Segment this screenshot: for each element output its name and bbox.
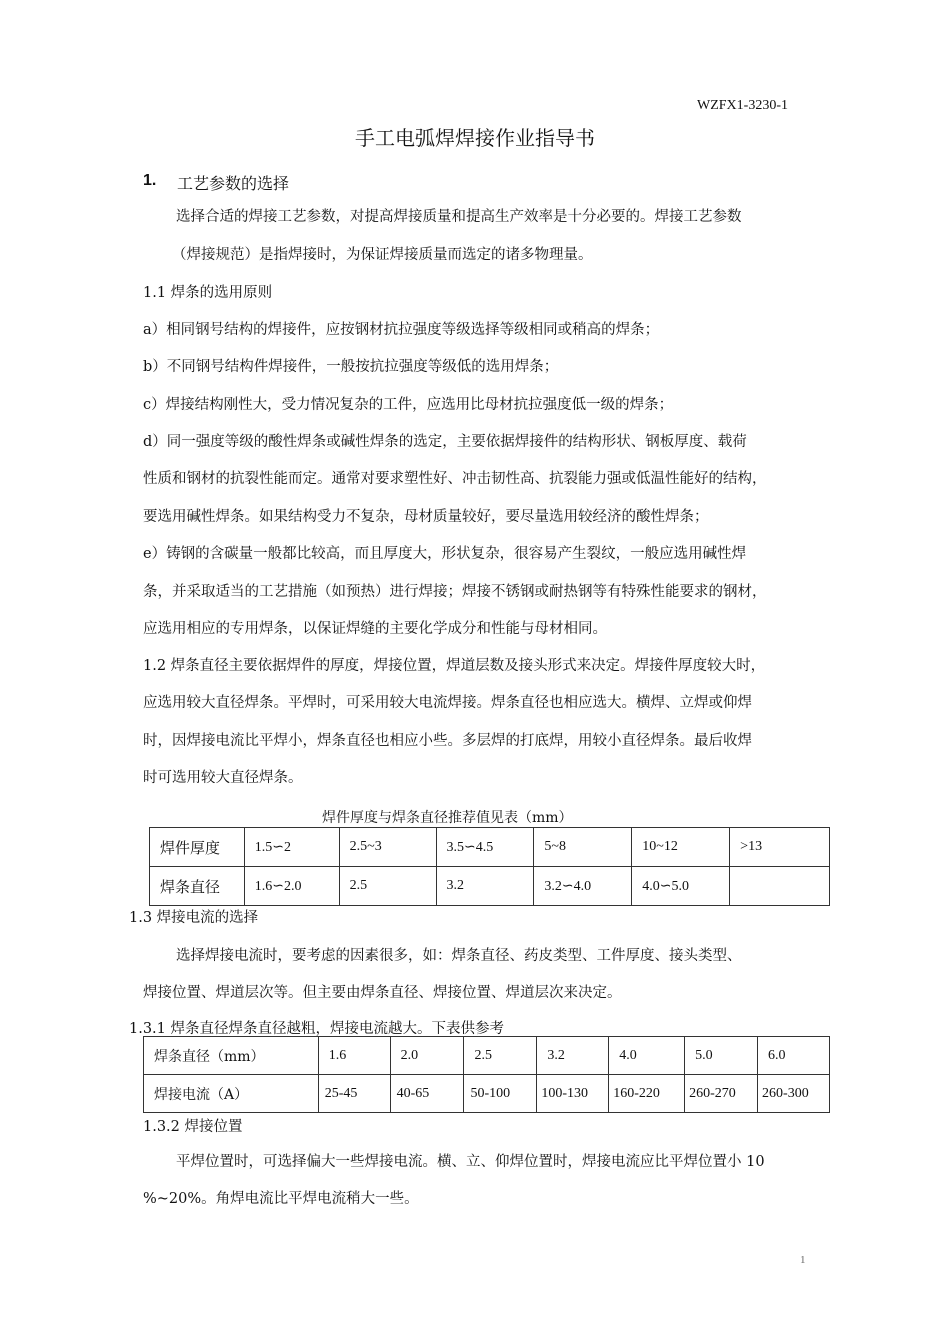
table-cell: 2.5 [339, 867, 436, 906]
table-cell: 1.5∽2 [244, 828, 339, 867]
subsection-heading: 1.3.2 焊接位置 [143, 1119, 243, 1135]
table-cell: 焊条直径 [150, 867, 245, 906]
table-cell: 2.5~3 [339, 828, 436, 867]
table-cell: 160-220 [609, 1075, 685, 1113]
paragraph-1-3-line: 焊接位置、焊道层次等。但主要由焊条直径、焊接位置、焊道层次来决定。 [143, 985, 622, 1001]
subsection-heading: 1.3 焊接电流的选择 [129, 910, 259, 926]
subsection-heading: 1.1 焊条的选用原则 [143, 285, 273, 301]
table-cell: 1.6∽2.0 [244, 867, 339, 906]
table-row [150, 828, 830, 867]
list-item-d-line: 要选用碱性焊条。如果结构受力不复杂，母材质量较好，要尽量选用较经济的酸性焊条； [143, 509, 709, 525]
electrode-diameter-table [149, 827, 830, 906]
table-cell: 1.6 [318, 1037, 390, 1075]
paragraph-1-3-2-line: %~20%。角焊电流比平焊电流稍大一些。 [143, 1191, 419, 1207]
table-cell: 焊条直径（mm） [144, 1037, 319, 1075]
table-cell: 焊接电流（A） [144, 1075, 319, 1113]
table-cell: 2.0 [390, 1037, 464, 1075]
table-cell: 100-130 [537, 1075, 609, 1113]
table-cell: 2.5 [464, 1037, 537, 1075]
paragraph-1-2-line: 1.2 焊条直径主要依据焊件的厚度，焊接位置，焊道层数及接头形式来决定。焊接件厚度较大时， [143, 658, 766, 674]
table-cell: >13 [730, 828, 830, 867]
table-caption: 焊件厚度与焊条直径推荐值见表（mm） [322, 810, 573, 826]
table-row [150, 867, 830, 906]
table-cell: 5.0 [685, 1037, 758, 1075]
subsection-heading: 1.3.1 焊条直径焊条直径越粗，焊接电流越大。下表供参考 [129, 1021, 505, 1037]
section-title: 工艺参数的选择 [177, 174, 290, 193]
table-cell: 6.0 [758, 1037, 830, 1075]
list-item-e-line: 条，并采取适当的工艺措施（如预热）进行焊接；焊接不锈钢或耐热钢等有特殊性能要求的钢材， [143, 584, 767, 600]
table-cell: 3.2 [537, 1037, 609, 1075]
table-cell: 3.2∽4.0 [534, 867, 632, 906]
list-item-a: a）相同钢号结构的焊接件，应按钢材抗拉强度等级选择等级相同或稍高的焊条； [143, 322, 660, 338]
table-cell [730, 867, 830, 906]
paragraph-1-2-line: 时可选用较大直径焊条。 [143, 770, 303, 786]
table-cell: 4.0 [609, 1037, 685, 1075]
list-item-e-line: 应选用相应的专用焊条，以保证焊缝的主要化学成分和性能与母材相同。 [143, 621, 607, 637]
intro-paragraph-line: 选择合适的焊接工艺参数，对提高焊接质量和提高生产效率是十分必要的。焊接工艺参数 [176, 209, 742, 225]
table-cell: 40-65 [390, 1075, 464, 1113]
page-number: 1 [800, 1254, 806, 1266]
table-cell: 4.0∽5.0 [632, 867, 730, 906]
welding-current-table [143, 1036, 830, 1113]
table-cell: 5~8 [534, 828, 632, 867]
table-cell: 25-45 [318, 1075, 390, 1113]
paragraph-1-2-line: 应选用较大直径焊条。平焊时，可采用较大电流焊接。焊条直径也相应选大。横焊、立焊或仰焊 [143, 695, 752, 711]
table-cell: 3.2 [436, 867, 534, 906]
document-title: 手工电弧焊焊接作业指导书 [355, 126, 595, 150]
list-item-e-line: e）铸钢的含碳量一般都比较高，而且厚度大，形状复杂，很容易产生裂纹，一般应选用碱性焊 [143, 546, 747, 562]
document-code: WZFX1-3230-1 [697, 98, 788, 113]
paragraph-1-2-line: 时，因焊接电流比平焊小，焊条直径也相应小些。多层焊的打底焊，用较小直径焊条。最后收焊 [143, 733, 752, 749]
intro-paragraph-line: （焊接规范）是指焊接时，为保证焊接质量而选定的诸多物理量。 [172, 247, 593, 263]
list-item-c: c）焊接结构刚性大，受力情况复杂的工件，应选用比母材抗拉强度低一级的焊条； [143, 397, 674, 413]
list-item-d-line: 性质和钢材的抗裂性能而定。通常对要求塑性好、冲击韧性高、抗裂能力强或低温性能好的结构， [143, 471, 767, 487]
table-row [144, 1075, 830, 1113]
section-number: 1. [143, 172, 157, 189]
list-item-d-line: d）同一强度等级的酸性焊条或碱性焊条的选定，主要依据焊接件的结构形状、钢板厚度、载荷 [143, 434, 747, 450]
table-cell: 焊件厚度 [150, 828, 245, 867]
list-item-b: b）不同钢号结构件焊接件，一般按抗拉强度等级低的选用焊条； [143, 359, 559, 375]
table-cell: 10~12 [632, 828, 730, 867]
table-row [144, 1037, 830, 1075]
table-cell: 260-300 [758, 1075, 830, 1113]
table-cell: 3.5∽4.5 [436, 828, 534, 867]
table-cell: 260-270 [685, 1075, 758, 1113]
paragraph-1-3-2-line: 平焊位置时，可选择偏大一些焊接电流。横、立、仰焊位置时，焊接电流应比平焊位置小 10 [176, 1154, 765, 1170]
table-cell: 50-100 [464, 1075, 537, 1113]
paragraph-1-3-line: 选择焊接电流时，要考虑的因素很多，如：焊条直径、药皮类型、工件厚度、接头类型、 [176, 948, 742, 964]
